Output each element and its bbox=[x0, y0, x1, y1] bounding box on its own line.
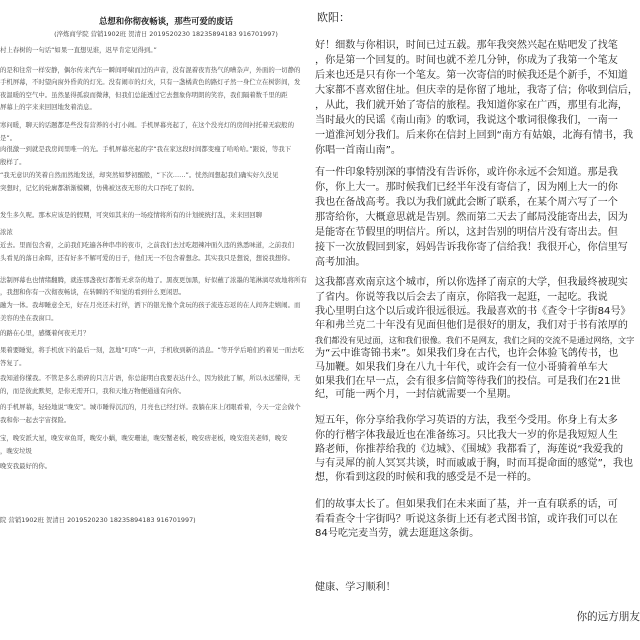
left-text-line: 手机屏幕，不时望向窗外昏黄的灯光。没有闹市的灯火，只有一盏橘黄色的路灯孑然一身伫立在树影间，发 bbox=[0, 78, 301, 86]
left-text-line: 村上春树的一句话“如果一直想见谁，迟早肯定见得到。” bbox=[0, 46, 157, 54]
left-text-line: 融为一体。我却睡意全无，好在月亮还未打烊，洒下的银光像个贪玩的孩子流连忘返的在人间奔走嬉闹。而 bbox=[0, 301, 301, 309]
right-document bbox=[314, 0, 640, 640]
letter-text-line: 高考加油。 bbox=[315, 257, 366, 268]
letter-text-line: ，你是第一个回复的。时间也就不差几分钟，你成为了我第一个笔友 bbox=[315, 55, 618, 66]
letter-text-line: ，从此，我们就开始了寄信的旅程。我知道你家在广西，那里有北海， bbox=[315, 100, 628, 111]
letter-text-line: 你唱一首南山南”。 bbox=[315, 145, 401, 156]
left-text-line: 肉很激一到就是我房间里唯一的光。手机屏幕亮起的字“我在家这段时间都变瘦了哈哈哈。”跟说，等我下 bbox=[0, 145, 291, 153]
letter-text-line: 们的故事太长了。但如果我们在未来面了基，并一直有联系的话，可 bbox=[315, 499, 618, 510]
letter-text-line: 好！细数与你相识，时间已过五载。那年我突然兴起在贴吧发了找笔 bbox=[315, 40, 618, 51]
left-text-line: “我无意识的笑着自然而然地发送，却突然如梦初醒般，“下次……”。恍然间想起我们确实好久没见 bbox=[0, 171, 279, 179]
left-text-line: 殷样了。 bbox=[0, 158, 26, 166]
left-text-line: 晚安我最好的你。 bbox=[0, 462, 52, 470]
letter-text-line: 如果我们在早一点，会有很多信简等待我们的投信。可是我们在21世 bbox=[315, 376, 621, 387]
letter-text-line: 我心里明白这个以后或许很远很远。我最喜欢的书《查令十字街84号》 bbox=[315, 306, 631, 317]
letter-text-line: 你的行楷字体我最近也在准备练习。只比我大一岁的你是我短短人生 bbox=[315, 430, 618, 441]
letter-text-line: 了省内。你说等我以后会去了南京，你陪我一起逛，一起吃。我说 bbox=[315, 292, 608, 303]
letter-text-line: 看看查令十字街吗？听说这条街上还有老式图书馆，或许我们可以在 bbox=[315, 514, 618, 525]
left-text-line: 突想时，记忆的轮廓都渐渐模糊，仿佛被这夜无形的大口吞吃了似的。 bbox=[0, 184, 199, 192]
letter-text-line: 当时最火的民谣《南山南》的歌词，我说这个歌词很像我们，一南一 bbox=[315, 115, 618, 126]
letter-text-line: 有一件印象特别深的事情没有告诉你，或许你永远不会知道。那是我 bbox=[315, 167, 618, 178]
left-text-line: 我和你一起去宇宙探险。 bbox=[0, 416, 71, 424]
letter-text-line: 短五年，你分享给我你学习英语的方法，我至今受用。你身上有太多 bbox=[315, 415, 618, 426]
letter-text-line: 路老师，你推荐给我的《边城》、《围城》我都看了，海莲说“我爱我的 bbox=[315, 444, 624, 455]
letter-text-line: 是能寄在节假里的明信片。所以，这封告别的明信片没有寄出去。但 bbox=[315, 227, 618, 238]
left-text-line: 发生多久呢。那本应该是的假期，可突如其来的一场疫情将所有的计划统统打乱，来来回回聊 bbox=[0, 211, 263, 219]
letter-text-line: 我也在备战高考。我以为我们就此会断了联系，在某个周六写了一个 bbox=[315, 197, 618, 208]
left-text-line: 美容的坐在我窗口。 bbox=[0, 314, 58, 322]
left-text-line: 果着要睡觉，将手机放下的最后一刻，忽地“叮咚”一声，手机收到新的消息。“等开学后咱们约着见一面去吃 bbox=[0, 346, 304, 354]
left-text-line: 屏幕上的字来来回回地发着消息。 bbox=[0, 103, 96, 111]
left-text-line: 寒问暖，聊天的话题都是些没有营养的小打小闹。手机屏幕亮起了，在这个没亮灯的房间衬托着无寂般的 bbox=[0, 121, 294, 129]
letter-text-line: 那寄给你，大概意思就是告别。然而第二天去了邮局没能寄出去，因为 bbox=[315, 212, 628, 223]
letter-text-line: 大家都不喜欢留住址。但庆幸的是你留了地址，我寄了信；你收到信后， bbox=[315, 85, 638, 96]
letter-text-line: 我们都没有见过面，这和我们很像。我们不是网友，我们之间的交流不是通过网络，文字 bbox=[315, 335, 635, 345]
left-text-line: 近去。里面包含着，之前我们吃遍各种串串的夜市，之前我们去过吃超辣冲面久违的熟悉味道，之前我们 bbox=[0, 241, 294, 249]
left-document-footer: 院 营销1902班 贺清日 2019520230 18235894183 916701997) bbox=[0, 516, 196, 524]
left-text-line: 的，而是彼此默契，是你无需开口，我和天地万物便通通有向你。 bbox=[0, 387, 186, 395]
letter-text-line: 为“云中谁寄锦书来”。如果我们身在古代，也许会体验飞鸽传书，也 bbox=[315, 348, 619, 359]
left-text-line: 我知道你懂我。不管是多么琐碎的只言片语，你总能明白我要表达什么，因为彼此了解，所以永远懂得，无 bbox=[0, 374, 301, 382]
left-text-line: 夜温暖的空气中。虽然显得孤寂而微薄，但我们总能透过它去想象你明朗的笑容，我们隔着数千里的距 bbox=[0, 91, 288, 99]
letter-text-line: 想，你看到这段的时候和我的感受是不是一样的。 bbox=[315, 472, 538, 483]
letter-text-line: 纪，可能一两个月，一封信就需要一个星期。 bbox=[315, 389, 517, 400]
letter-text-line: 你，你上大一。那时候我们已经半年没有寄信了，因为刚上大一的你 bbox=[315, 182, 618, 193]
left-text-line: 的是和往常一样安静，偶尔传来汽车一瞬间呼啸而过的声音，没有混着夜宵热气的嘈杂声，外面的一切静的 bbox=[0, 66, 301, 74]
left-document bbox=[0, 0, 316, 640]
left-document-title: 总想和你彻夜畅谈，那些可爱的废话 bbox=[99, 16, 233, 26]
letter-text-line: 接下一次放假回到家，妈妈告诉我你寄了信给我！我很开心，你信里写 bbox=[315, 242, 628, 253]
left-text-line: 法制屏幕也也情绪翻腾，就连那盏夜灯都暂无求奈的地了。黑夜更加黑，好似蘸了浓墨的笔淋漓尽致地将所有 bbox=[0, 276, 307, 284]
left-text-line: 的手机屏幕，轻轻地说“晚安”。城市睡得沉沉的，月亮也已经打烊。我躺在床上闭眼看着，今天一定会做个 bbox=[0, 403, 301, 411]
letter-text-line: 一道淮河划分我们。后来你在信封上回到“南方有姑娘，北海有情书，我 bbox=[315, 130, 634, 141]
left-text-line: 是”。 bbox=[0, 134, 17, 142]
letter-text-line: 后来也还是只有你一个笔友。第一次寄信的时候我还是个新手，不知道 bbox=[315, 70, 628, 81]
letter-text-line: 马加鞭。如果我们身在八九十年代，或许会有一位小哥骑着单车大 bbox=[315, 362, 608, 373]
letter-salutation: 欧阳： bbox=[317, 11, 350, 24]
left-document-byline: (淬炼商学院 营销1902班 贺清日 2019520230 18235894183 916701997) bbox=[54, 30, 278, 38]
letter-text-line: 这我都喜欢南京这个城市，所以你选择了南京的大学，但我最终被现实 bbox=[315, 277, 628, 288]
letter-signature: 你的远方朋友 bbox=[576, 611, 640, 623]
left-text-line: 头看见的落日余晖，还有好多不解可爱的日子，他们无一不包含着想念。其实我只是想说，想说我想你。 bbox=[0, 254, 294, 262]
letter-text-line: 84号吃完麦当劳，就去逛逛这条街。 bbox=[315, 528, 480, 539]
left-text-line: 浓浓 bbox=[0, 228, 13, 236]
left-text-line: 宝，晚安派大星，晚安章鱼哥，晚安小蜗，晚安珊迪，晚安蟹老板，晚安痞老板，晚安泡芙老师，晚安 bbox=[0, 434, 288, 442]
left-text-line: ，我想和你有一次彻夜畅谈，在转瞬的不知觉的看到什么更闲思。 bbox=[0, 288, 186, 296]
letter-text-line: 年和弗兰克二十年没有见面但他们是很好的朋友，我们对于书有浓厚的 bbox=[315, 320, 628, 331]
left-text-line: ，晚安垃圾 bbox=[0, 447, 32, 455]
letter-closing: 健康、学习顺利！ bbox=[315, 582, 396, 593]
letter-text-line: 与有灵犀的前人冥冥共谈，时而戚戚于胸，时而耳提命面的感觉”，我也 bbox=[315, 458, 634, 469]
left-text-line: 答复了。 bbox=[0, 359, 26, 367]
left-text-line: 的路在心里，感慨着何夜无月？ bbox=[0, 329, 90, 337]
